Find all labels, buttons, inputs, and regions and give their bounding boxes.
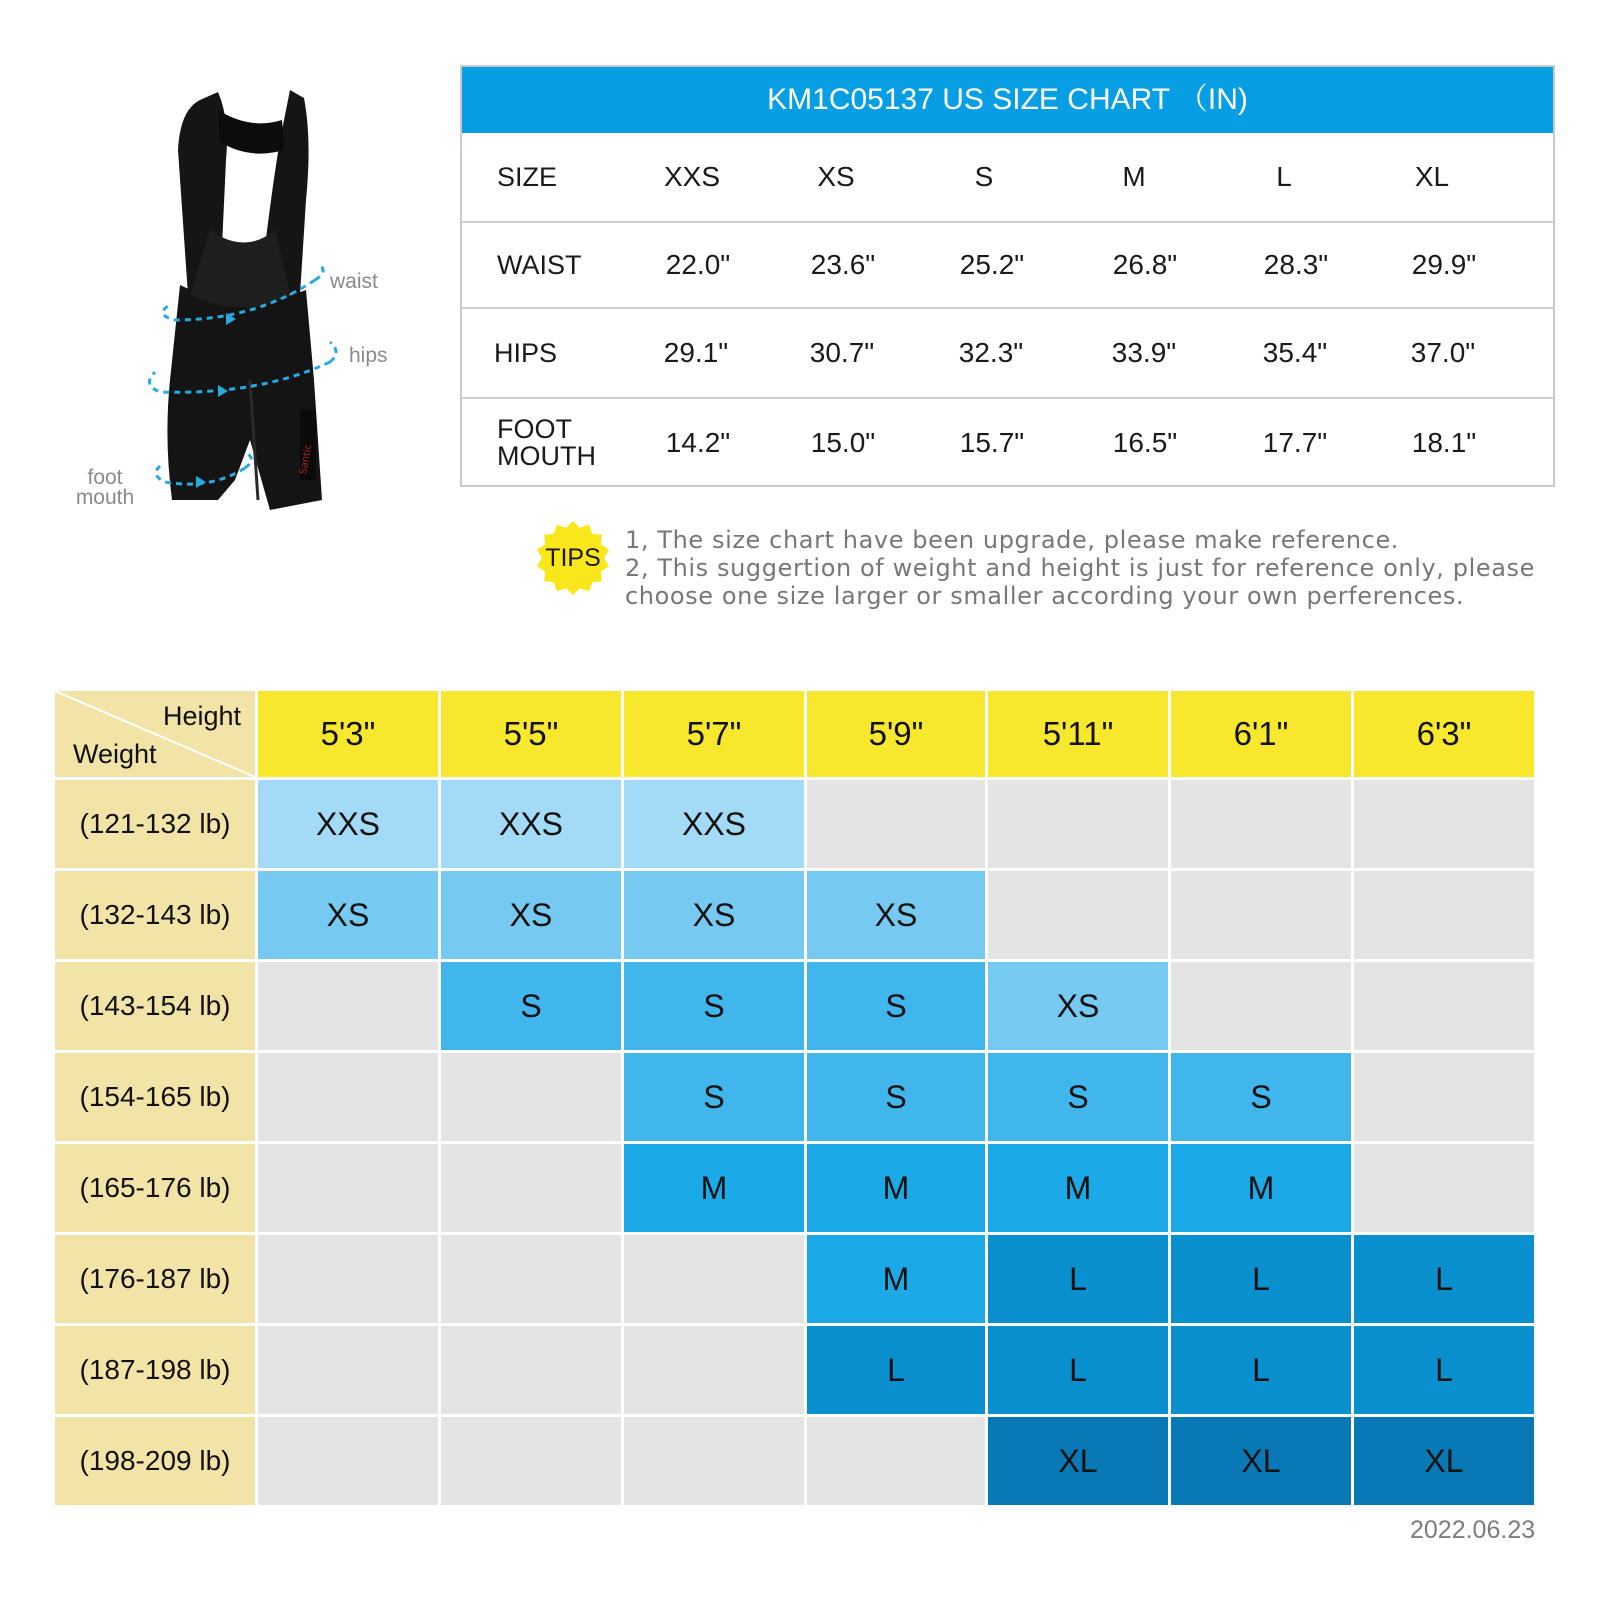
height-column-header: 5'11" bbox=[988, 691, 1168, 777]
date-stamp: 2022.06.23 bbox=[1410, 1516, 1536, 1544]
size-recommendation-cell: XL bbox=[1354, 1417, 1534, 1505]
size-recommendation-cell: XL bbox=[988, 1417, 1168, 1505]
height-column-header: 5'7" bbox=[624, 691, 804, 777]
measurement-cell: 29.9" bbox=[1411, 249, 1477, 280]
measurement-cell: 15.0" bbox=[810, 427, 876, 458]
bib-shorts-illustration bbox=[60, 80, 400, 520]
size-recommendation-cell: S bbox=[441, 962, 621, 1050]
empty-cell bbox=[258, 1144, 438, 1232]
waist-row bbox=[462, 221, 1553, 307]
size-recommendation-cell: S bbox=[807, 962, 985, 1050]
empty-cell bbox=[624, 1235, 804, 1323]
size-recommendation-cell: S bbox=[624, 962, 804, 1050]
measurement-cell: 37.0" bbox=[1410, 337, 1476, 368]
empty-cell bbox=[1354, 780, 1534, 868]
foot-mouth-row bbox=[462, 397, 1553, 487]
size-recommendation-cell: XS bbox=[988, 962, 1168, 1050]
foot-mouth-label-line2: mouth bbox=[75, 486, 135, 509]
foot-mouth-label-line1: foot bbox=[87, 466, 123, 489]
size-recommendation-cell: L bbox=[1354, 1235, 1534, 1323]
empty-cell bbox=[258, 1417, 438, 1505]
row-header-line1: FOOT bbox=[497, 414, 572, 444]
waist-label: waist bbox=[330, 270, 378, 293]
empty-cell bbox=[1354, 1053, 1534, 1141]
size-recommendation-cell: L bbox=[1171, 1326, 1351, 1414]
size-recommendation-cell: S bbox=[624, 1053, 804, 1141]
height-weight-chart bbox=[55, 691, 1555, 1501]
weight-row-header: (143-154 lb) bbox=[55, 962, 255, 1050]
size-recommendation-cell: XS bbox=[624, 871, 804, 959]
measurement-cell: 33.9" bbox=[1111, 337, 1177, 368]
measurement-cell: 29.1" bbox=[663, 337, 729, 368]
empty-cell bbox=[258, 962, 438, 1050]
weight-row-header: (176-187 lb) bbox=[55, 1235, 255, 1323]
size-cell: S bbox=[974, 161, 994, 192]
empty-cell bbox=[441, 1235, 621, 1323]
measurement-cell: 26.8" bbox=[1112, 249, 1178, 280]
size-recommendation-cell: M bbox=[988, 1144, 1168, 1232]
measurement-cell: 25.2" bbox=[959, 249, 1025, 280]
size-recommendation-cell: L bbox=[807, 1326, 985, 1414]
size-recommendation-cell: L bbox=[1171, 1235, 1351, 1323]
corner-header bbox=[55, 691, 255, 777]
row-header bbox=[497, 399, 596, 487]
empty-cell bbox=[441, 1326, 621, 1414]
size-recommendation-cell: S bbox=[807, 1053, 985, 1141]
measurement-cell: 14.2" bbox=[665, 427, 731, 458]
empty-cell bbox=[258, 1053, 438, 1141]
row-header: SIZE bbox=[497, 161, 558, 192]
size-cell: XL bbox=[1414, 161, 1450, 192]
tip-line: 2, This suggertion of weight and height is just for reference only, please bbox=[625, 554, 1535, 582]
size-recommendation-cell: S bbox=[1171, 1053, 1351, 1141]
measurement-cell: 15.7" bbox=[959, 427, 1025, 458]
measurement-cell: 17.7" bbox=[1262, 427, 1328, 458]
size-recommendation-cell: L bbox=[988, 1326, 1168, 1414]
tips-badge bbox=[535, 520, 611, 596]
weight-row-header: (132-143 lb) bbox=[55, 871, 255, 959]
weight-row-header: (165-176 lb) bbox=[55, 1144, 255, 1232]
size-recommendation-cell: M bbox=[624, 1144, 804, 1232]
brand-mark: Santic bbox=[298, 443, 315, 476]
measurement-cell: 18.1" bbox=[1411, 427, 1477, 458]
size-recommendation-cell: S bbox=[988, 1053, 1168, 1141]
empty-cell bbox=[1354, 962, 1534, 1050]
weight-row-header: (154-165 lb) bbox=[55, 1053, 255, 1141]
measurement-cell: 32.3" bbox=[958, 337, 1024, 368]
size-row bbox=[462, 133, 1553, 221]
empty-cell bbox=[1171, 780, 1351, 868]
size-chart-title: KM1C05137 US SIZE CHART （IN) bbox=[462, 67, 1553, 133]
size-recommendation-cell: XS bbox=[441, 871, 621, 959]
empty-cell bbox=[441, 1053, 621, 1141]
size-recommendation-cell: XL bbox=[1171, 1417, 1351, 1505]
size-recommendation-cell: XS bbox=[807, 871, 985, 959]
tip-line: choose one size larger or smaller according your own perferences. bbox=[625, 582, 1465, 610]
empty-cell bbox=[807, 1417, 985, 1505]
tips-badge-label: TIPS bbox=[545, 543, 601, 572]
tip-line: 1, The size chart have been upgrade, please make reference. bbox=[625, 526, 1400, 554]
size-cell: M bbox=[1122, 161, 1146, 192]
weight-row-header: (121-132 lb) bbox=[55, 780, 255, 868]
measurement-cell: 28.3" bbox=[1263, 249, 1329, 280]
hips-label: hips bbox=[349, 344, 388, 367]
size-cell: XXS bbox=[663, 161, 721, 192]
size-recommendation-cell: L bbox=[1354, 1326, 1534, 1414]
empty-cell bbox=[1354, 871, 1534, 959]
size-recommendation-cell: XXS bbox=[441, 780, 621, 868]
foot-mouth-label bbox=[72, 468, 138, 508]
empty-cell bbox=[624, 1417, 804, 1505]
row-header: WAIST bbox=[497, 249, 582, 280]
measurement-cell: 35.4" bbox=[1262, 337, 1328, 368]
height-axis-label: Height bbox=[162, 701, 241, 731]
size-cell: XS bbox=[817, 161, 855, 192]
weight-axis-label: Weight bbox=[73, 739, 157, 769]
size-cell: L bbox=[1276, 161, 1292, 192]
size-chart-table bbox=[460, 65, 1555, 487]
empty-cell bbox=[441, 1417, 621, 1505]
bib-shorts-image bbox=[60, 80, 400, 520]
empty-cell bbox=[258, 1235, 438, 1323]
size-recommendation-cell: XS bbox=[258, 871, 438, 959]
size-recommendation-cell: M bbox=[807, 1144, 985, 1232]
weight-row-header: (187-198 lb) bbox=[55, 1326, 255, 1414]
height-column-header: 6'1" bbox=[1171, 691, 1351, 777]
size-recommendation-cell: XXS bbox=[258, 780, 438, 868]
height-column-header: 6'3" bbox=[1354, 691, 1534, 777]
size-recommendation-cell: XXS bbox=[624, 780, 804, 868]
size-recommendation-cell: L bbox=[988, 1235, 1168, 1323]
height-column-header: 5'9" bbox=[807, 691, 985, 777]
empty-cell bbox=[624, 1326, 804, 1414]
measurement-cell: 22.0" bbox=[665, 249, 731, 280]
height-column-header: 5'3" bbox=[258, 691, 438, 777]
empty-cell bbox=[988, 780, 1168, 868]
measurement-cell: 30.7" bbox=[809, 337, 875, 368]
weight-row-header: (198-209 lb) bbox=[55, 1417, 255, 1505]
size-recommendation-cell: M bbox=[1171, 1144, 1351, 1232]
row-header-line2: MOUTH bbox=[497, 441, 596, 471]
measurement-cell: 23.6" bbox=[810, 249, 876, 280]
tips-text bbox=[625, 526, 1545, 610]
hips-row bbox=[462, 307, 1553, 397]
height-column-header: 5'5" bbox=[441, 691, 621, 777]
empty-cell bbox=[1171, 962, 1351, 1050]
empty-cell bbox=[258, 1326, 438, 1414]
empty-cell bbox=[1171, 871, 1351, 959]
measurement-cell: 16.5" bbox=[1112, 427, 1178, 458]
empty-cell bbox=[441, 1144, 621, 1232]
empty-cell bbox=[807, 780, 985, 868]
size-recommendation-cell: M bbox=[807, 1235, 985, 1323]
empty-cell bbox=[988, 871, 1168, 959]
row-header: HIPS bbox=[494, 337, 558, 368]
empty-cell bbox=[1354, 1144, 1534, 1232]
